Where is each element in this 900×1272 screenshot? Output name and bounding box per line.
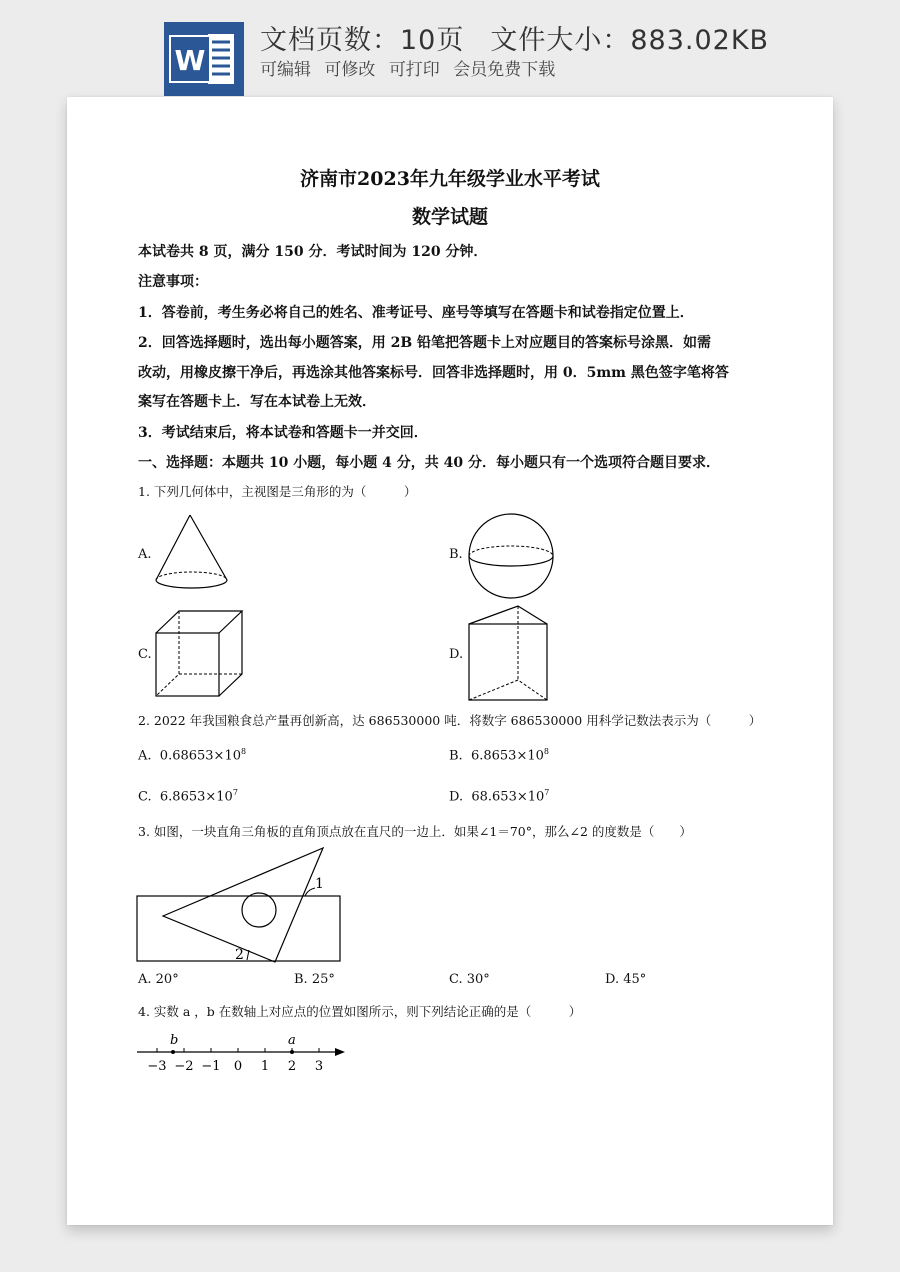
prism-figure <box>465 604 555 704</box>
cube-figure <box>152 607 247 702</box>
section-heading: 一、选择题：本题共 10 小题，每小题 4 分，共 40 分．每小题只有一个选项符合题目要求． <box>138 455 720 471</box>
tick-label-0: 0 <box>233 1059 243 1074</box>
question-2-stem: 2. 2022 年我国粮食总产量再创新高，达 686530000 吨．将数字 686530000 用科学记数法表示为（ ） <box>138 713 762 728</box>
tick-label-1: 1 <box>260 1059 270 1074</box>
document-page <box>67 97 833 1225</box>
question-2-option-a: A. $0.68653\times 10^8$ <box>138 747 247 764</box>
ruler-triangle-figure <box>135 844 345 969</box>
question-1-option-a: A. <box>138 547 152 562</box>
notice-item-2: 2．回答选择题时，选出每小题答案，用 2B 铅笔把答题卡上对应题目的答案标号涂黑．如需 <box>138 335 712 351</box>
point-b-label: b <box>170 1033 179 1048</box>
notice-item-2-end: 案写在答题卡上．写在本试卷上无效． <box>138 394 376 410</box>
cone-figure <box>152 512 232 592</box>
word-icon-letter: W <box>174 44 206 77</box>
angle-2-label: 2 <box>235 947 244 963</box>
feature-member-download[interactable]: 会员免费下载 <box>453 60 556 80</box>
sphere-figure <box>467 512 557 602</box>
notice-item-3: 3．考试结束后，将本试卷和答题卡一并交回． <box>138 425 428 441</box>
feature-editable: 可编辑 <box>260 60 311 80</box>
tick-label-neg3: −3 <box>147 1059 167 1074</box>
angle-1-label: 1 <box>315 876 324 892</box>
question-4-stem: 4. 实数 a ，b 在数轴上对应点的位置如图所示，则下列结论正确的是（ ） <box>138 1004 582 1019</box>
download-header <box>0 0 900 100</box>
exam-intro: 本试卷共 8 页，满分 150 分．考试时间为 120 分钟． <box>138 244 488 260</box>
question-3-option-b: B. 25° <box>294 972 335 987</box>
question-3-option-c: C. 30° <box>449 972 490 987</box>
point-a-label: a <box>288 1033 296 1048</box>
exam-subject: 数学试题 <box>411 206 488 228</box>
file-info <box>260 18 795 57</box>
page-count: 文档页数：10页 <box>260 25 465 56</box>
question-3-option-d: D. 45° <box>605 972 647 987</box>
feature-modifiable: 可修改 <box>324 60 376 80</box>
question-3-option-a: A. 20° <box>138 972 179 987</box>
question-2-option-d: D. $68.653\times 10^7$ <box>449 788 550 805</box>
tick-label-neg1: −1 <box>201 1059 221 1074</box>
question-2-option-c: C. $6.8653\times 10^7$ <box>138 788 238 805</box>
exam-title: 济南市2023年九年级学业水平考试 <box>300 168 600 190</box>
notice-item-1: 1．答卷前，考生务必将自己的姓名、准考证号、座号等填写在答题卡和试卷指定位置上． <box>138 305 694 321</box>
notice-title: 注意事项： <box>138 274 208 290</box>
question-1-stem: 1. 下列几何体中，主视图是三角形的为（ ） <box>138 484 417 499</box>
tick-label-2: 2 <box>287 1059 297 1074</box>
question-1-option-d: D. <box>449 647 464 662</box>
number-line-figure <box>133 1030 353 1080</box>
question-1-option-b: B. <box>449 547 463 562</box>
tick-label-neg2: −2 <box>174 1059 194 1074</box>
feature-list <box>260 55 563 80</box>
feature-printable: 可打印 <box>388 60 440 80</box>
question-1-option-c: C. <box>138 647 152 662</box>
notice-item-2-cont: 改动，用橡皮擦干净后，再选涂其他答案标号．回答非选择题时，用 0．5mm 黑色签字笔将答 <box>138 365 729 381</box>
question-3-stem: 3. 如图，一块直角三角板的直角顶点放在直尺的一边上．如果∠1＝70°，那么∠2 的度数是（ ） <box>138 824 692 839</box>
word-document-icon <box>164 22 244 96</box>
tick-label-3: 3 <box>314 1059 324 1074</box>
file-size: 文件大小：883.02KB <box>490 25 770 56</box>
question-2-option-b: B. $6.8653\times 10^8$ <box>449 747 549 764</box>
